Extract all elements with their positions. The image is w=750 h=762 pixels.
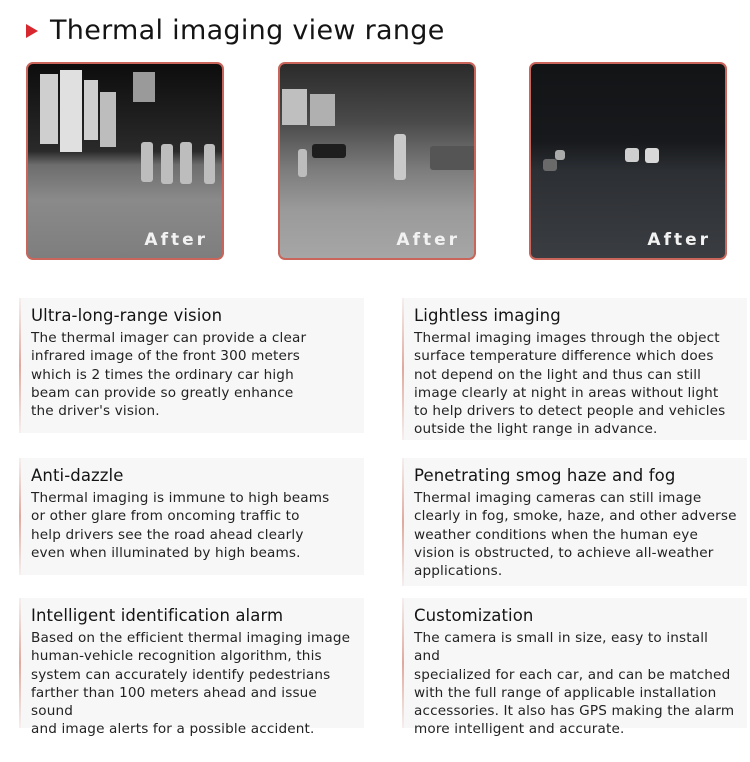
description-line: applications. [414,563,503,580]
description-line: beam can provide so greatly enhance [31,384,294,401]
page-title: Thermal imaging view range [50,14,445,46]
feature-title: Ultra-long-range vision [31,306,223,325]
feature-description [31,489,354,562]
description-line: human-vehicle recognition algorithm, this [31,648,322,665]
thermal-image-street-crossing [278,62,476,260]
feature-title: Customization [414,606,534,625]
thermal-image-pedestrians [26,62,224,260]
feature-title: Anti-dazzle [31,466,124,485]
description-line: with the full range of applicable installation [414,684,717,701]
description-line: The camera is small in size, easy to install and [414,630,709,665]
description-line: not depend on the light and thus can still [414,366,702,383]
description-line: Thermal imaging images through the object [414,330,720,346]
feature-title: Lightless imaging [414,306,561,325]
feature-card-customization [402,598,747,738]
description-line: Thermal imaging is immune to high beams [31,490,330,506]
triangle-bullet-icon [26,24,38,38]
description-line: clearly in fog, smoke, haze, and other adverse [414,508,737,525]
feature-description [414,329,737,439]
feature-card-lightless-imaging [402,298,747,440]
description-line: even when illuminated by high beams. [31,544,301,561]
feature-title: Penetrating smog haze and fog [414,466,676,485]
description-line: specialized for each car, and can be matched [414,666,731,683]
description-line: infrared image of the front 300 meters [31,348,301,365]
description-line: outside the light range in advance. [414,421,658,438]
description-line: The thermal imager can provide a clear [31,330,307,346]
description-line: and image alerts for a possible accident. [31,721,315,738]
feature-description [31,629,354,739]
feature-card-penetrating-smog [402,458,747,586]
description-line: the driver's vision. [31,403,160,420]
feature-description [414,629,737,739]
description-line: farther than 100 meters ahead and issue sound [31,684,317,720]
description-line: or other glare from oncoming traffic to [31,508,300,525]
after-label: After [647,230,711,250]
after-label: After [396,230,460,250]
feature-description [31,329,354,420]
feature-title: Intelligent identification alarm [31,606,284,625]
description-line: Thermal imaging cameras can still image [414,490,702,506]
feature-card-intelligent-alarm [19,598,364,738]
description-line: more intelligent and accurate. [414,721,625,738]
section-header [26,12,445,48]
description-line: to help drivers to detect people and vehicles [414,403,726,420]
description-line: help drivers see the road ahead clearly [31,526,304,543]
after-label: After [144,230,208,250]
description-line: system can accurately identify pedestrians [31,666,331,683]
description-line: Based on the efficient thermal imaging image [31,630,351,646]
feature-card-ultra-long-range-vision [19,298,364,433]
description-line: surface temperature difference which does [414,348,714,365]
description-line: which is 2 times the ordinary car high [31,366,294,383]
feature-card-anti-dazzle [19,458,364,575]
description-line: weather conditions when the human eye [414,526,699,543]
description-line: accessories. It also has GPS making the alarm [414,703,735,720]
feature-description [414,489,737,580]
thermal-image-night-vehicles [529,62,727,260]
description-line: vision is obstructed, to achieve all-weather [414,544,714,561]
description-line: image clearly at night in areas without light [414,384,719,401]
